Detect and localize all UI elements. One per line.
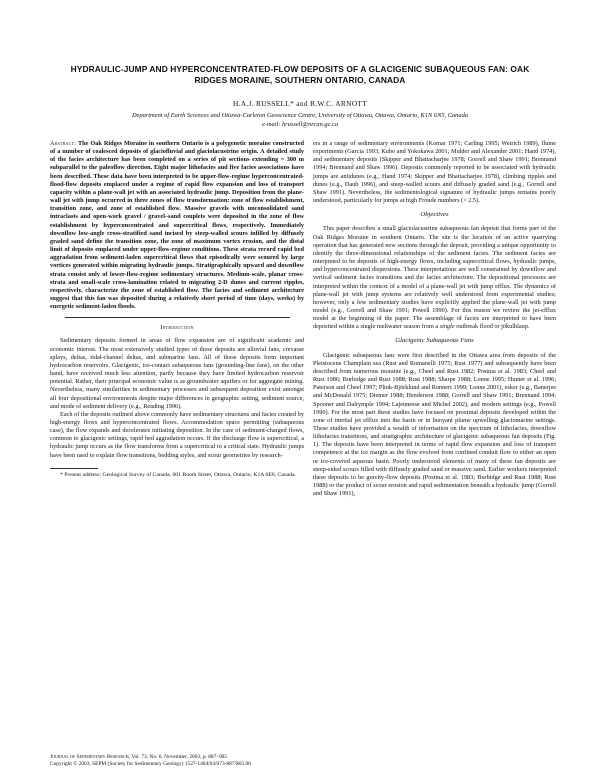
journal-name: Journal of Sedimentary Research, bbox=[50, 754, 130, 760]
right-column bbox=[313, 140, 556, 498]
journal-copyright: Copyright © 2003, SEPM (Society for Sedimentary Geology) 1527-1404/03/073-887/$03.00 bbox=[50, 761, 251, 767]
author-affiliation: Department of Earth Sciences and Ottawa-Carleton Geoscience Centre, University of Ottawa, Ottawa, Ontario, K1N 6N5, Canada bbox=[132, 112, 468, 119]
objectives-paragraph bbox=[313, 225, 556, 331]
introduction-paragraph-2: Each of the deposits outlined above commonly have sedimentary structures and facies created by high-energy flows and hyperconcentrated flows. Accommodation space permitting (subaqueous case), the flow expands and decelerates initiating deposition. In the case of sediment-charged flows, common to glacigenic settings, rapid bed aggradation occurs. If the discharge flow is supercritical, a hydraulic jump occurs as the flow transforms from a supercritical to a critical state. Hydraulic jumps have been used to explain flow transitions, bedding styles, and scour geometries by research- bbox=[50, 410, 304, 459]
journal-footer bbox=[50, 754, 550, 768]
paper-title: HYDRAULIC-JUMP AND HYPERCONCENTRATED-FLOW DEPOSITS OF A GLACIGENIC SUBAQUEOUS FAN: OAK RIDGES MORAINE, SOUTHERN ONTARIO, CANADA bbox=[70, 64, 530, 85]
objectives-text-a: This paper describes a small glaciolacustrine subaqueous fan deposit that forms part of the Oak Ridges Moraine in southern Ontario. The site is the location of an active quarrying operation that has generated new sections through the deposit, providing a unique opportunity to identify the three-dimensional relationships of the sediment facies. The sediment facies are interpreted to be deposits of high-energy flows, including supercritical flows, hydraulic jumps, and hyperconcentrated dispersions. These interpretations are well constrained by downflow and vertical sediment facies transitions and the facies architecture. The depositional processes are interpreted within the context of a model of a plane-wall jet with jump efflux. The dynamics of plane-wall jet with jump systems are relatively well understood from experimental studies; however, only a few sedimentary studies have explicitly applied the plane-wall jet with jump model (e.g., Gorrell and Shaw 1991; Powell 1990). For this reason we review the jet-efflux model at the beginning of the paper. The assemblage of facies are interpreted to have been deposited within a single meltwater season from a bbox=[313, 225, 556, 331]
abstract-divider bbox=[65, 317, 290, 318]
footnote: * Present address: Geological Survey of Canada, 601 Booth Street, Ottawa, Ontario, K1A 0E8, Canada. bbox=[60, 471, 296, 478]
journal-citation bbox=[50, 754, 550, 761]
paper-authors: H.A.J. RUSSELL* and R.W.C. ARNOTT bbox=[232, 99, 368, 108]
abstract bbox=[50, 140, 304, 311]
introduction-heading: Introduction bbox=[160, 324, 194, 332]
fans-heading: Glacigenic Subaqueous Fans bbox=[395, 337, 474, 345]
author-email: e-mail: hrussell@nrcan.gc.ca bbox=[261, 121, 339, 128]
abstract-lead: Abstract: bbox=[50, 140, 77, 147]
introduction-paragraph-1: Sedimentary deposits formed in areas of flow expansion are of significant academic and economic interest. The most extensively studied types of these deposits are alluvial fans, crevasse splays, deltas, tidal-channel deltas, and submarine fans. All of these deposits form important hydrocarbon reservoirs. Glacigenic, ice-contact subaqueous fans (grounding-line fans), on the other hand, have received much less attention, partly because they have limited hydrocarbon reservoir potential. Rather, their principal economic value is as groundwater aquifers or for aggregate mining. Nevertheless, many similarities in sedimentary processes and subsequent deposition exist amongst all four depositional environments despite major differences in geographic setting, sediment source, and mode of sediment delivery (e.g., Reading 1996). bbox=[50, 337, 304, 410]
abstract-text: The Oak Ridges Moraine in southern Ontario is a polygenetic moraine constructed of a number of coalesced deposits of glaciofluvial and glaciolacustrine origin. A detailed study of the facies architecture has been completed on a series of pit sections extending ~ 300 m subparallel to the paleoflow direction. Eight major lithofacies and five facies associations have been described. These data have been interpreted to be upper-flow-regime hyperconcentrated-flood-flow deposits emplaced under a regime of rapid flow expansion and loss of transport capacity within a plane-wall jet with an associated hydraulic jump. Deposition from the plane-wall jet with jump occurred in three zones of flow transformation: zone of flow establishment, transition zone, and zone of established flow. Massive gravels with unconsolidated sand intraclasts and open-work gravel / gravel–sand couplets were deposited in the zone of flow establishment by hyperconcentrated and supercritical flows, respectively. Immediately downflow low-angle cross-stratified sand incised by steep-walled scours infilled by diffusely graded sand define the transition zone, the zone of maximum vortex erosion, and the distal limit of deposits emplaced under upper-flow-regime conditions. These strata record rapid bed aggradation from sediment-laden supercritical flows that episodically were scoured by large vortices generated within migrating hydraulic jumps. Stratigraphically upward and downflow strata consist only of lower-flow-regime sedimentary structures. Medium-scale, planar cross-strata and small-scale cross-lamination related to migrating 2-D dunes and current ripples, respectively, characterize the zone of established flow. The facies and sediment architecture suggest that this fan was deposited during a relatively short period of time (days, weeks) by energetic sediment-laden floods. bbox=[50, 140, 305, 311]
left-column bbox=[50, 140, 304, 479]
footnote-divider bbox=[50, 468, 98, 469]
author-affiliation-block bbox=[70, 111, 530, 129]
objectives-text-b: outbreak flood or jökulhlaup. bbox=[456, 323, 530, 331]
objectives-heading: Objectives bbox=[420, 211, 449, 219]
introduction-continued: ers in a range of sedimentary environments (Komar 1971; Carling 1995; Weirich 1989), flume experiments (Garcia 1993; Kubo and Yokokawa 2001; Mulder and Alexander 2001; Hand 1974), and sedimentary deposits (Skipper and Bhattacharjee 1978; Gorrell and Shaw 1991; Brennand 1994; Brennand and Shaw 1996). Deposits commonly reported to be associated with hydraulic jumps are antidunes (e.g., Hand 1974; Skipper and Bhattacharjee 1978), climbing ripples and dunes (e.g., Daub 1996), and steep-walled scours and diffusely graded sand (e.g., Gorrell and Shaw 1991). Nevertheless, the sedimentological signature of hydraulic jumps remains poorly understood, particularly for jumps at high Froude numbers (> 2.5). bbox=[313, 140, 556, 205]
journal-issue: Vol. 73, No. 6, November, 2003, p. 887–905 bbox=[131, 754, 228, 760]
objectives-italic-word: single bbox=[439, 323, 455, 331]
fans-paragraph: Glacigenic subaqueous fans were first described in the Ottawa area from deposits of the Pleistocene Champlain sea (Rust and Romanelli 1975; Rust 1977) and subsequently have been described from numerous moraine (e.g., Cheel and Rust 1982; Postma et al. 1983; Cheel and Rust 1986; Burbidge and Rust 1988; Rust 1988; Sharpe 1988; Lonne 1995; Hunter et al. 1996; Paterson and Cheel 1997; Plink-Björklund and Ronnert 1999; Lonne 2001), esker (e.g., Banerjee and McDonald 1975; Diemer 1988; Henderson 1988; Gorrell and Shaw 1991; Brennand 1994; Spooner and Dalrymple 1994; Lajeunesse and Michel 2002), and modern settings (e.g., Powell 1990). For the most part these studies have focused on proximal deposits developed within the zone of inertial jet efflux into the basin or in buoyant plume upwelling glaciomarine settings. These studies have provided a wealth of information on the spectrum of lithofacies, downflow lithofacies transitions, and stratigraphic architecture of glacigenic subaqueous fan deposits (Fig. 1). The deposits have been interpreted in terms of rapid flow expansion and loss of transport competence at the ice margin as the flow evolved from confined conduit flow to either an open or ice-covered aqueous basin. Poorly understood elements of many of these fan deposits are steep-sided scours filled with diffusely graded sand or massive sand. Earlier workers interpreted these deposits to be gravity-flow deposits (Postma et al. 1983; Burbidge and Rust 1988; Rust 1988) or the product of scour erosion and rapid sedimentation beneath a hydraulic jump (Gorrell and Shaw 1991), bbox=[313, 351, 556, 498]
